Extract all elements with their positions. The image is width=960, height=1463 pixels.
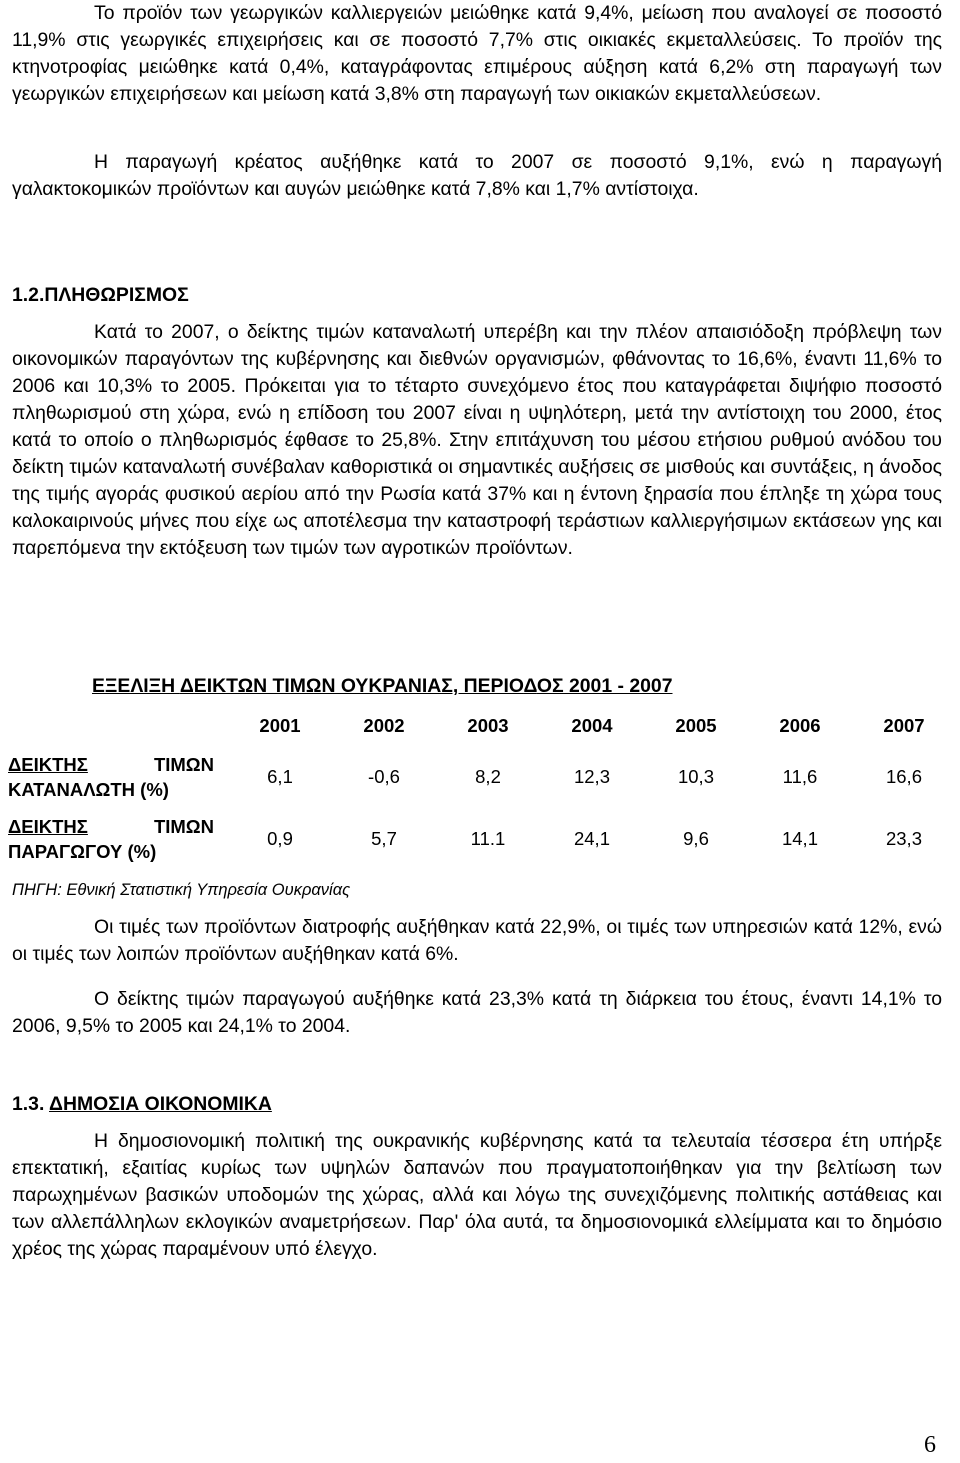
year-header: 2003 — [467, 715, 509, 736]
section-title: ΠΛΗΘΩΡΙΣΜΟΣ — [44, 284, 189, 306]
paragraph-agriculture: Το προϊόν των γεωργικών καλλιεργειών μειώθηκε κατά 9,4%, μείωση που αναλογεί σε ποσοστό 11,9% στις γεωργικές επιχειρήσεις και σε ποσοστό 7,7% στις οικιακές εκμεταλλεύσεις. Το προϊόν της κτηνοτροφίας μειώθηκε κατά 0,4%, καταγράφοντας επιμέρους αύξηση κατά 6,2% στη παραγωγή των γεωργικών επιχειρήσεων και μείωση κατά 3,8% στη παραγωγή των οικιακών εκμεταλλεύσεων. — [12, 2, 942, 105]
paragraph-producer-index: Ο δείκτης τιμών παραγωγού αυξήθηκε κατά 23,3% κατά τη διάρκεια του έτους, έναντι 14,1% το 2006, 9,5% το 2005 και 24,1% το 2004. — [12, 988, 942, 1037]
table-source: ΠΗΓΗ: Εθνική Στατιστική Υπηρεσία Ουκρανίας — [12, 881, 351, 899]
section-heading-inflation — [12, 284, 189, 307]
section-title: ΔΗΜΟΣΙΑ ΟΙΚΟΝΟΜΙΚΑ — [49, 1093, 272, 1115]
table-cell: 16,6 — [885, 766, 922, 787]
table-cell: 5,7 — [371, 828, 397, 849]
table-cell: 14,1 — [781, 828, 818, 849]
year-header: 2004 — [571, 715, 613, 736]
table-cell: -0,6 — [368, 766, 400, 787]
table-corner-cell — [8, 706, 228, 746]
price-index-table — [8, 706, 956, 870]
paragraph-fiscal-policy: Η δημοσιονομική πολιτική της ουκρανικής κυβέρνησης κατά τα τελευταία τέσσερα έτη υπήρξε επεκτατική, εξαιτίας κυρίως των υψηλών δαπανών που πραγματοποιήθηκαν για την βελτίωση των παρωχημένων βασικών υποδομών της χώρας, αλλά και λόγω της συνεχιζόμενης πολιτικής αστάθειας και των αλλεπάλληλων εκλογικών αναμετρήσεων. Παρ' όλα αυτά, τα δημοσιονομικά ελλείμματα και το δημόσιο χρέος της χώρας παραμένουν υπό έλεγχο. — [12, 1130, 942, 1260]
table-title: ΕΞΕΛΙΞΗ ΔΕΙΚΤΩΝ ΤΙΜΩΝ ΟΥΚΡΑΝΙΑΣ, ΠΕΡΙΟΔΟΣ 2001 - 2007 — [92, 675, 673, 697]
paragraph-food-prices: Οι τιμές των προϊόντων διατροφής αυξήθηκαν κατά 22,9%, οι τιμές των υπηρεσιών κατά 12%, ενώ οι τιμές των λοιπών προϊόντων αυξήθηκαν κατά 6%. — [12, 916, 942, 965]
table-row-producer — [8, 808, 956, 870]
year-header: 2006 — [779, 715, 821, 736]
table-cell: 12,3 — [573, 766, 610, 787]
table-cell: 24,1 — [573, 828, 610, 849]
table-cell: 11.1 — [470, 828, 506, 849]
table-cell: 8,2 — [475, 766, 501, 787]
table-cell: 0,9 — [267, 828, 293, 849]
row-label-producer: ΔΕΙΚΤΗΣ ΤΙΜΩΝ ΠΑΡΑΓΩΓΟΥ (%) — [8, 816, 214, 862]
table-row-consumer — [8, 746, 956, 808]
table-cell: 23,3 — [885, 828, 922, 849]
table-cell: 6,1 — [267, 766, 293, 787]
row-label-consumer: ΔΕΙΚΤΗΣ ΤΙΜΩΝ ΚΑΤΑΝΑΛΩΤΗ (%) — [8, 754, 214, 800]
section-heading-public-finance — [12, 1093, 272, 1116]
year-header: 2005 — [675, 715, 717, 736]
year-header: 2007 — [883, 715, 925, 736]
paragraph-inflation: Κατά το 2007, ο δείκτης τιμών καταναλωτή υπερέβη και την πλέον απαισιόδοξη πρόβλεψη των οικονομικών παραγόντων της κυβέρνησης και διεθνών οργανισμών, φθάνοντας το 16,6%, έναντι 11,6% το 2006 και 10,3% το 2005. Πρόκειται για το τέταρτο συνεχόμενο έτος που καταγράφεται διψήφιο ποσοστό πληθωρισμού στη χώρα, ενώ η επίδοση του 2007 είναι η υψηλότερη, μετά την αντίστοιχη του 2000, έτος κατά το οποίο ο πληθωρισμός έφθασε το 25,8%. Στην επιτάχυνση του μέσου ετήσιου ρυθμού ανόδου του δείκτη τιμών καταναλωτή συνέβαλαν καθοριστικά οι σημαντικές αυξήσεις σε μισθούς και συντάξεις, η άνοδος της τιμής αγοράς φυσικού αερίου από την Ρωσία κατά 37% και η έντονη ξηρασία που έπληξε τη χώρα τους καλοκαιρινούς μήνες που είχε ως αποτέλεσμα την καταστροφή τεράστιων καλλιεργήσιμων εκτάσεων γης και παρεπόμενα την εκτόξευση των τιμών των αγροτικών προϊόντων. — [12, 321, 942, 559]
table-cell: 9,6 — [683, 828, 709, 849]
section-number: 1.3. — [12, 1093, 50, 1115]
year-header: 2001 — [259, 715, 301, 736]
table-header-row — [8, 706, 956, 746]
year-header: 2002 — [363, 715, 405, 736]
paragraph-meat-production: Η παραγωγή κρέατος αυξήθηκε κατά το 2007 σε ποσοστό 9,1%, ενώ η παραγωγή γαλακτοκομικών προϊόντων και αυγών μειώθηκε κατά 7,8% και 1,7% αντίστοιχα. — [12, 151, 942, 200]
table-cell: 10,3 — [677, 766, 714, 787]
page-number: 6 — [924, 1432, 936, 1458]
table-cell: 11,6 — [782, 766, 818, 787]
section-number: 1.2. — [12, 284, 45, 306]
